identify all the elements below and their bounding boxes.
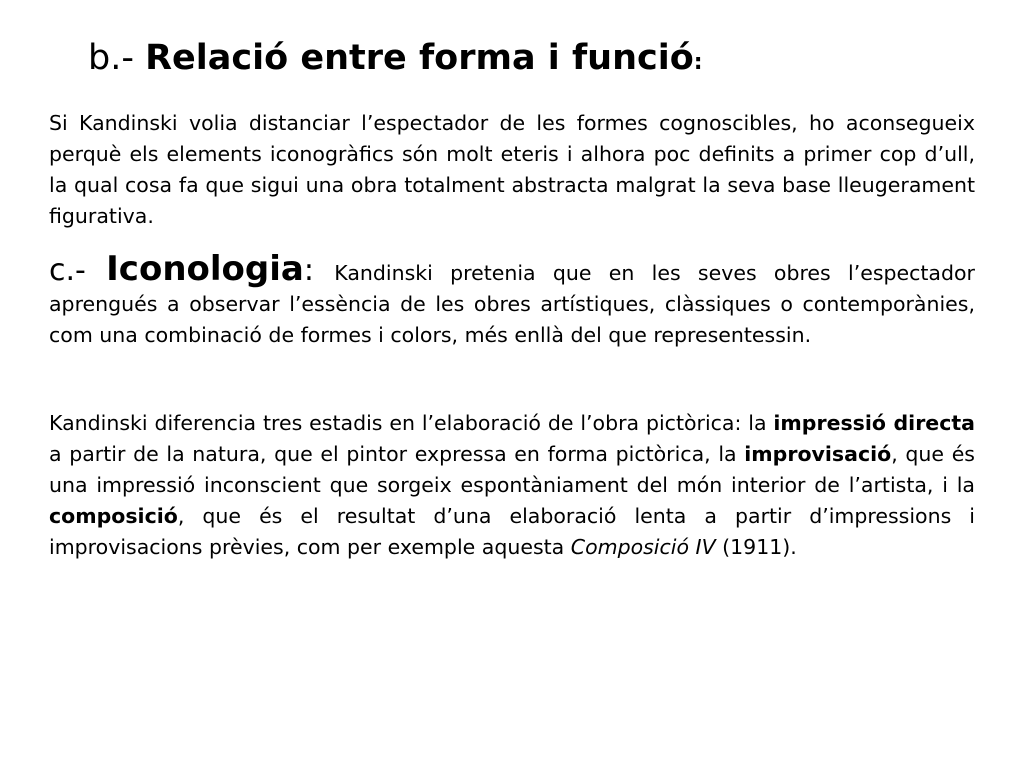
section-b-title: Relació entre forma i funció (145, 38, 694, 78)
stages-text-2: a partir de la natura, que el pintor expressa en forma pictòrica, la (49, 442, 745, 466)
section-b-paragraph: Si Kandinski volia distanciar l’espectador de les formes cognoscibles, ho aconsegueix perquè els elements iconogràfics són molt eteris i alhora poc definits a primer cop d’ull, la qual cosa fa que sigui una obra totalment abstracta malgrat la seva base lleugerament figurativa. (49, 111, 975, 228)
section-c-colon: : (303, 253, 335, 288)
stages-text-3: , que és una impressió inconscient que sorgeix espontàniament del món interior de l’artista, i la (49, 442, 975, 497)
term-composition: composició (49, 504, 178, 528)
section-c-paragraph (49, 249, 975, 351)
section-b-colon: : (693, 50, 703, 75)
term-improvisation: improvisació (744, 442, 892, 466)
stages-text-5: (1911). (715, 535, 797, 559)
stages-paragraph (49, 408, 975, 563)
artwork-title: Composició IV (570, 535, 716, 559)
term-direct-impression: impressió directa (773, 411, 975, 435)
section-b-heading (88, 36, 703, 85)
section-c-text: Kandinski pretenia que en les seves obres l’espectador aprengués a observar l’essència de les obres artístiques, clàssiques o contemporànies, com una combinació de formes i colors, més enllà del que representessin. (49, 261, 975, 347)
section-b-prefix: b.- (88, 38, 146, 78)
section-c-title: Iconologia (106, 249, 304, 289)
stages-text-1: Kandinski diferencia tres estadis en l’elaboració de l’obra pictòrica: la (49, 411, 774, 435)
section-c-prefix: c.- (49, 253, 107, 288)
stages-text-4: , que és el resultat d’una elaboració lenta a partir d’impressions i improvisacions prèvies, com per exemple aquesta (49, 504, 975, 559)
